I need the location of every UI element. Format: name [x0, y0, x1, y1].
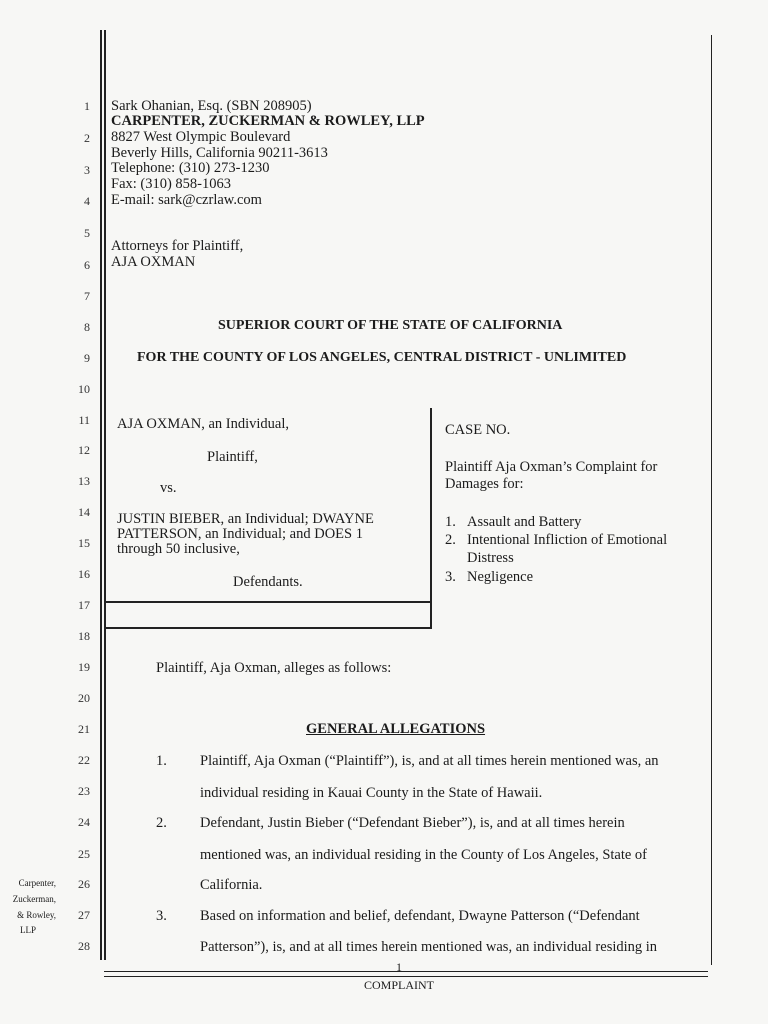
- line-number: 21: [78, 722, 90, 736]
- court-title-line-2: FOR THE COUNTY OF LOS ANGELES, CENTRAL DISTRICT - UNLIMITED: [137, 350, 627, 365]
- line-number: 12: [78, 443, 90, 457]
- defendants-role: Defendants.: [233, 574, 303, 590]
- intro-sentence: Plaintiff, Aja Oxman, alleges as follows:: [156, 660, 392, 676]
- complaint-title-line-1: Plaintiff Aja Oxman’s Complaint for: [445, 459, 658, 475]
- versus: vs.: [160, 480, 177, 496]
- paragraph-number: 2.: [156, 815, 167, 831]
- attorneys-for: Attorneys for Plaintiff,: [111, 238, 244, 254]
- left-margin-rule: [100, 30, 102, 960]
- line-number: 26: [78, 877, 90, 891]
- cause-text: Intentional Infliction of Emotional: [467, 532, 668, 548]
- paragraph-line: Defendant, Justin Bieber (“Defendant Bieber”), is, and at all times herein: [200, 815, 625, 831]
- line-number: 25: [78, 847, 90, 861]
- line-number: 19: [78, 660, 90, 674]
- paragraph-number: 3.: [156, 908, 167, 924]
- cause-text: Assault and Battery: [467, 514, 582, 530]
- paragraph-line: individual residing in Kauai County in the State of Hawaii.: [200, 785, 543, 801]
- footer-rule-lower: [104, 976, 708, 977]
- plaintiff-name: AJA OXMAN, an Individual,: [117, 416, 289, 432]
- complaint-title-line-2: Damages for:: [445, 476, 524, 492]
- firm-address-1: 8827 West Olympic Boulevard: [111, 129, 291, 145]
- line-number: 8: [84, 320, 90, 334]
- paragraph-line: California.: [200, 877, 263, 893]
- line-number: 13: [78, 474, 90, 488]
- line-number: 10: [78, 382, 90, 396]
- line-number: 11: [78, 413, 90, 427]
- caption-rule-lower: [106, 627, 430, 629]
- court-title-line-1: SUPERIOR COURT OF THE STATE OF CALIFORNIA: [218, 318, 563, 333]
- line-number: 17: [78, 598, 90, 612]
- cause-number: 1.: [445, 514, 456, 530]
- line-number: 15: [78, 536, 90, 550]
- line-number: 1: [84, 99, 90, 113]
- margin-firm-line: Carpenter,: [18, 878, 56, 888]
- line-number: 27: [78, 908, 90, 922]
- margin-firm-line: & Rowley,: [17, 910, 56, 920]
- firm-address-2: Beverly Hills, California 90211-3613: [111, 145, 328, 161]
- plaintiff-role: Plaintiff,: [207, 449, 258, 465]
- cause-number: 2.: [445, 532, 456, 548]
- case-number-label: CASE NO.: [445, 422, 511, 438]
- margin-firm-line: LLP: [19, 925, 36, 935]
- defendants-line-2: PATTERSON, an Individual; and DOES 1: [117, 526, 363, 542]
- footer-label: COMPLAINT: [364, 978, 435, 992]
- cause-text: Negligence: [467, 569, 534, 585]
- line-number: 2: [84, 131, 90, 145]
- cause-number: 3.: [445, 569, 456, 585]
- caption-rule-upper: [106, 601, 430, 603]
- paragraph-line: Patterson”), is, and at all times herein mentioned was, an individual residing in: [200, 939, 658, 955]
- line-number: 16: [78, 567, 90, 581]
- margin-firm-line: Zuckerman,: [12, 894, 56, 904]
- defendants-line-1: JUSTIN BIEBER, an Individual; DWAYNE: [117, 511, 374, 527]
- firm-telephone: Telephone: (310) 273-1230: [111, 160, 270, 176]
- defendants-line-3: through 50 inclusive,: [117, 541, 240, 557]
- paragraph-line: Plaintiff, Aja Oxman (“Plaintiff”), is, and at all times herein mentioned was, an: [200, 753, 659, 769]
- line-number: 24: [78, 815, 90, 829]
- client-name: AJA OXMAN: [111, 254, 196, 270]
- line-number: 14: [78, 505, 90, 519]
- line-number: 7: [84, 289, 90, 303]
- line-number: 9: [84, 351, 90, 365]
- firm-name: CARPENTER, ZUCKERMAN & ROWLEY, LLP: [111, 113, 425, 129]
- cause-text: Distress: [467, 550, 514, 566]
- firm-email: E-mail: sark@czrlaw.com: [111, 192, 262, 208]
- line-number: 23: [78, 784, 90, 798]
- paragraph-line: Based on information and belief, defendant, Dwayne Patterson (“Defendant: [200, 908, 640, 924]
- line-number: 20: [78, 691, 90, 705]
- line-number: 4: [84, 194, 90, 208]
- paragraph-number: 1.: [156, 753, 167, 769]
- line-number: 22: [78, 753, 90, 767]
- firm-fax: Fax: (310) 858-1063: [111, 176, 232, 192]
- line-number: 5: [84, 226, 90, 240]
- section-heading: GENERAL ALLEGATIONS: [306, 721, 486, 737]
- page-number: 1: [396, 960, 402, 974]
- line-number: 28: [78, 939, 90, 953]
- line-number: 3: [84, 163, 90, 177]
- left-margin-rule-inner: [104, 30, 106, 960]
- line-number: 18: [78, 629, 90, 643]
- caption-divider: [430, 408, 432, 629]
- footer-rule: [104, 971, 708, 972]
- attorney-name: Sark Ohanian, Esq. (SBN 208905): [111, 98, 312, 114]
- paragraph-line: mentioned was, an individual residing in the County of Los Angeles, State of: [200, 847, 648, 863]
- line-number: 6: [84, 258, 90, 272]
- right-margin-rule: [711, 35, 712, 965]
